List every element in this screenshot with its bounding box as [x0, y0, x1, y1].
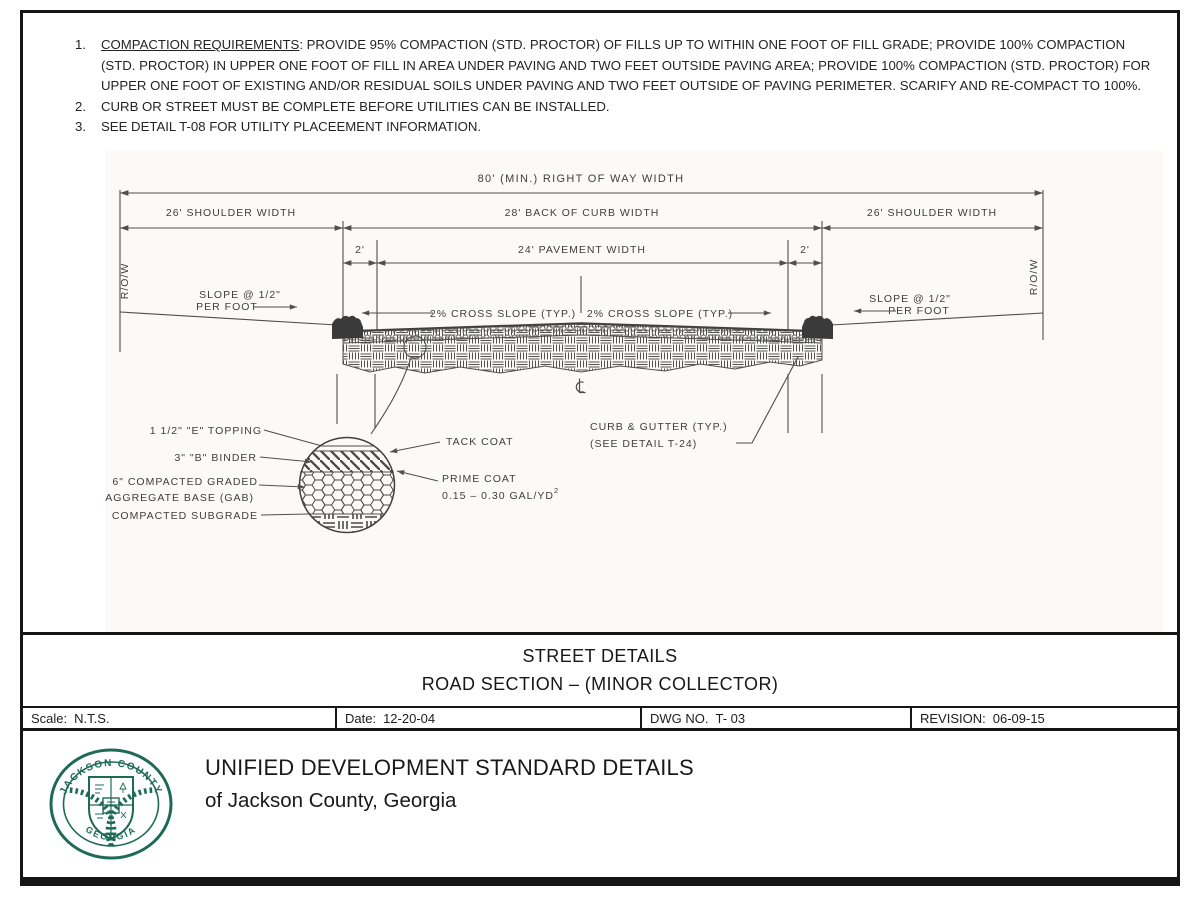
note-item — [75, 35, 1160, 97]
jackson-county-seal-icon — [45, 747, 177, 861]
sheet-title: STREET DETAILS — [522, 646, 678, 666]
scale-cell — [23, 708, 335, 728]
cross-slope-labels — [362, 308, 771, 320]
road-section-diagram — [105, 151, 1163, 632]
note-text: SEE DETAIL T-08 FOR UTILITY PLACEEMENT INFORMATION. — [101, 119, 482, 135]
dim-shoulder-right-label: 26' SHOULDER WIDTH — [866, 207, 998, 219]
row-label-left: R/O/W — [119, 262, 131, 300]
org-name-line: UNIFIED DEVELOPMENT STANDARD DETAILS — [205, 755, 694, 780]
right-curb-extension-lines — [788, 374, 822, 433]
binder-label: 3" "B" BINDER — [174, 452, 257, 464]
note-text — [101, 35, 1160, 97]
gab-label-1: 6" COMPACTED GRADED — [112, 476, 258, 488]
tack-coat-label: TACK COAT — [446, 436, 514, 448]
note-body: : PROVIDE 95% COMPACTION (STD. PROCTOR) OF FILLS UP TO WITHIN ONE FOOT OF FILL GRADE; PROVIDE 100% COMPACTION (STD. PROCTOR) IN UPPER ONE FOOT OF FILL IN AREA UNDER PAVING AND TWO FEET OUTSIDE PAVING AREA; PROVIDE 100% COMPACTION (STD. PROCTOR) FOR UPPER ONE FOOT OF EXISTING AND/OR RESIDUAL SOILS UNDER PAVING AND TWO FEET OUTSIDE OF PAVING PERIMETER. SCARIFY AND RE-COMPACT TO 100%. — [101, 37, 1151, 94]
dim-two-ft-right-label: 2' — [800, 244, 810, 256]
note-text: CURB OR STREET MUST BE COMPLETE BEFORE UTILITIES CAN BE INSTALLED. — [101, 98, 610, 114]
slope-right-label-2: PER FOOT — [888, 305, 950, 317]
footer-section — [23, 731, 1177, 877]
note-number: 3. — [75, 119, 86, 135]
slope-left-label-1: SLOPE @ 1/2" — [199, 289, 281, 301]
dwg-no-label: DWG NO. — [650, 710, 709, 726]
prime-coat-label-1: PRIME COAT — [442, 473, 517, 485]
curb-right — [802, 316, 833, 339]
slope-right-label-1: SLOPE @ 1/2" — [869, 293, 951, 305]
cross-slope-left-label: 2% CROSS SLOPE (TYP.) — [429, 308, 577, 320]
note-item — [75, 97, 1160, 118]
slope-left-label-2: PER FOOT — [196, 301, 258, 313]
curb-gutter-label-2: (SEE DETAIL T-24) — [590, 438, 698, 450]
layer-labels-right — [390, 436, 559, 502]
pavement-cross-section — [332, 316, 833, 373]
dim-pavement-row — [343, 240, 822, 330]
curb-gutter-label-1: CURB & GUTTER (TYP.) — [590, 421, 728, 433]
prime-coat-label-2: 0.15 – 0.30 GAL/$YD^2$ — [442, 486, 560, 502]
dim-right-of-way-label: 80' (MIN.) RIGHT OF WAY WIDTH — [477, 173, 685, 185]
centerline-symbol-icon — [576, 379, 585, 393]
shoulder-slope-left — [120, 289, 337, 325]
note-underlined-lead: COMPACTION REQUIREMENTS — [101, 37, 300, 52]
diagram-panel — [105, 151, 1163, 632]
dwg-no-value: T- 03 — [715, 710, 746, 726]
gab-label-2: AGGREGATE BASE (GAB) — [105, 492, 254, 504]
curb-left — [332, 316, 363, 339]
title-block — [23, 632, 1177, 709]
dim-two-ft-left-label: 2' — [355, 244, 365, 256]
revision-label: REVISION: — [920, 710, 986, 726]
scale-value: N.T.S. — [74, 710, 110, 726]
dim-back-of-curb-label: 28' BACK OF CURB WIDTH — [504, 207, 660, 219]
date-cell — [335, 708, 640, 728]
layer-labels-left — [105, 425, 322, 522]
prime-coat-superscript: 2 — [553, 486, 560, 495]
note-number: 1. — [75, 37, 86, 52]
revision-value: 06-09-15 — [992, 710, 1045, 726]
pavement-layers-detail — [298, 438, 396, 537]
dim-pavement-label: 24' PAVEMENT WIDTH — [518, 244, 646, 256]
row-label-right: R/O/W — [1028, 258, 1040, 296]
subgrade-label: COMPACTED SUBGRADE — [111, 510, 258, 522]
scale-label: Scale: — [31, 710, 68, 726]
seal-bottom-text: GEORGIA — [83, 824, 139, 843]
sheet-border-frame — [20, 10, 1180, 886]
notes-section — [75, 35, 1160, 138]
date-value: 12-20-04 — [383, 710, 436, 726]
note-item — [75, 117, 1160, 138]
shoulder-slope-right — [831, 293, 1043, 325]
sheet-subtitle: ROAD SECTION – (MINOR COLLECTOR) — [421, 674, 779, 694]
note-number: 2. — [75, 98, 86, 114]
cross-slope-right-label: 2% CROSS SLOPE (TYP.) — [586, 308, 734, 320]
dim-right-of-way — [120, 173, 1043, 193]
info-bar — [23, 706, 1177, 731]
revision-cell — [910, 708, 1177, 728]
dim-shoulder-left-label: 26' SHOULDER WIDTH — [165, 207, 297, 219]
date-label: Date: — [345, 710, 377, 726]
organization-title — [205, 755, 694, 813]
org-subtitle-line: of Jackson County, Georgia — [205, 789, 457, 812]
gab-layer-hatch — [298, 472, 396, 514]
topping-label: 1 1/2" "E" TOPPING — [149, 425, 262, 437]
curb-gutter-callout — [590, 357, 798, 450]
binder-layer-hatch — [298, 451, 396, 472]
left-curb-extension-lines — [337, 374, 375, 428]
seal-top-text: JACKSON COUNTY — [57, 757, 165, 797]
dwg-no-cell — [640, 708, 910, 728]
